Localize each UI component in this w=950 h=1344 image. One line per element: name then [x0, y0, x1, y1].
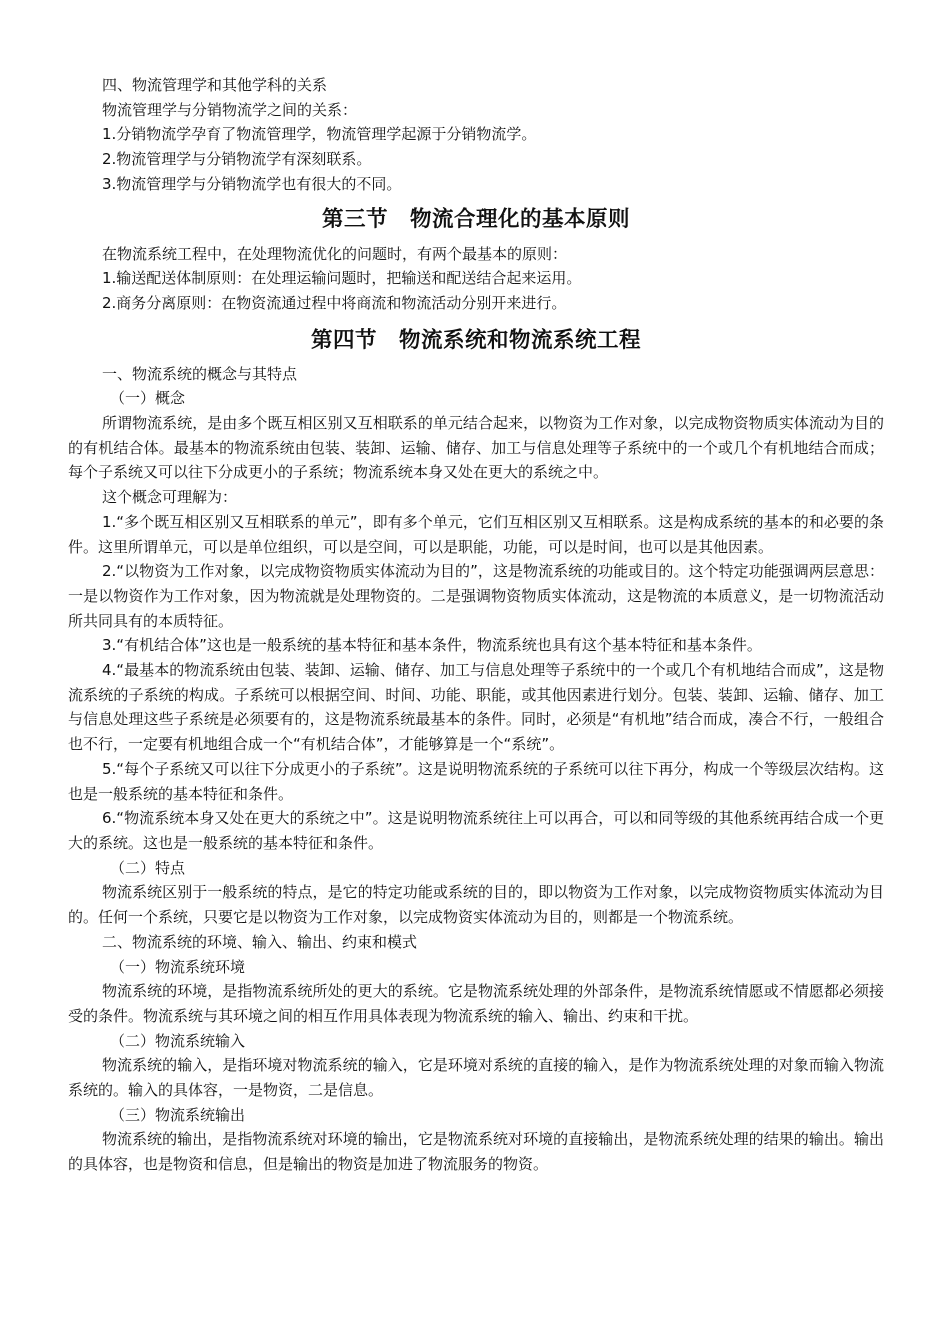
- section-4-title: 第四节 物流系统和物流系统工程: [310, 327, 641, 353]
- concept-point-6: 6.“物流系统本身又处在更大的系统之中”。这是说明物流系统往上可以再合，可以和同等级的其他系统再结合成一个更大的系统。这也是一般系统的基本特征和条件。: [68, 809, 884, 852]
- document-body: [68, 73, 884, 1177]
- concept-heading: （一）概念: [110, 389, 186, 408]
- section-3-title: 第三节 物流合理化的基本原则: [321, 206, 630, 232]
- output-heading: （三）物流系统输出: [110, 1105, 246, 1124]
- relations-point-3: 3.物流管理学与分销物流学也有很大的不同。: [102, 174, 402, 193]
- output-text: 物流系统的输出，是指物流系统对环境的输出，它是物流系统对环境的直接输出，是物流系统处理的结果的输出。输出的具体容，也是物资和信息，但是输出的物资是加进了物流服务的物资。: [68, 1130, 884, 1174]
- section-3-point-2: 2.商务分离原则：在物资流通过程中将商流和物流活动分别开来进行。: [102, 293, 567, 312]
- section-3-intro: 在物流系统工程中，在处理物流优化的问题时，有两个最基本的原则：: [102, 244, 568, 263]
- section-3-point-1: 1.输送配送体制原则：在处理运输问题时，把输送和配送结合起来运用。: [102, 269, 582, 288]
- relations-point-2: 2.物流管理学与分销物流学有深刻联系。: [102, 150, 372, 169]
- features-heading: （二）特点: [110, 858, 186, 877]
- environment-heading: （一）物流系统环境: [110, 957, 246, 976]
- part-1-heading: 一、物流系统的概念与其特点: [102, 364, 298, 383]
- part-2-heading: 二、物流系统的环境、输入、输出、约束和模式: [102, 932, 418, 951]
- relations-point-1: 1.分销物流学孕育了物流管理学，物流管理学起源于分销物流学。: [102, 125, 537, 144]
- concept-point-5: 5.“每个子系统又可以往下分成更小的子系统”。这是说明物流系统的子系统可以往下再分，构成一个等级层次结构。这也是一般系统的基本特征和条件。: [68, 759, 884, 803]
- concept-definition: 所谓物流系统，是由多个既互相区别又互相联系的单元结合起来，以物资为工作对象，以完成物资物质实体流动为目的的有机结合体。最基本的物流系统由包装、装卸、运输、储存、加工与信息处理等子系统中的一个或几个有机地结合而成；每个子系统又可以往下分成更小的子系统；物流系统本身又处在更大的系统之中。: [68, 414, 884, 482]
- concept-point-3: 3.“有机结合体”这也是一般系统的基本特征和基本条件，物流系统也具有这个基本特征和基本条件。: [102, 636, 762, 655]
- features-text: 物流系统区别于一般系统的特点，是它的特定功能或系统的目的，即以物资为工作对象，以完成物资物质实体流动为目的。任何一个系统，只要它是以物资为工作对象，以完成物资实体流动为目的，则都是一个物流系统。: [68, 883, 884, 927]
- environment-text: 物流系统的环境，是指物流系统所处的更大的系统。它是物流系统处理的外部条件，是物流系统情愿或不情愿都必须接受的条件。物流系统与其环境之间的相互作用具体表现为物流系统的输入、输出、约束和干扰。: [68, 982, 884, 1025]
- relations-intro: 物流管理学与分销物流学之间的关系：: [102, 100, 358, 119]
- concept-point-4: 4.“最基本的物流系统由包装、装卸、运输、储存、加工与信息处理等子系统中的一个或几个有机地结合而成”，这是物流系统的子系统的构成。子系统可以根据空间、时间、功能、职能，或其他因素进行划分。包装、装卸、运输、储存、加工与信息处理这些子系统是必须要有的，这是物流系统最基本的条件。同时，必须是“有机地”结合而成，凑合不行，一般组合也不行，一定要有机地组合成一个“有机结合体”，才能够算是一个“系统”。: [68, 661, 884, 754]
- input-text: 物流系统的输入，是指环境对物流系统的输入，它是环境对系统的直接的输入，是作为物流系统处理的对象而输入物流系统的。输入的具体容，一是物资，二是信息。: [68, 1056, 884, 1100]
- relations-heading: 四、物流管理学和其他学科的关系: [102, 76, 328, 94]
- concept-point-2: 2.“以物资为工作对象，以完成物资物质实体流动为目的”，这是物流系统的功能或目的。这个特定功能强调两层意思：一是以物资作为工作对象，因为物流就是处理物资的。二是强调物资物质实体流动，这是物流的本质意义，是一切物流活动所共同具有的本质特征。: [68, 562, 884, 630]
- input-heading: （二）物流系统输入: [110, 1031, 246, 1050]
- concept-lead: 这个概念可理解为：: [102, 488, 238, 507]
- concept-point-1: 1.“多个既互相区别又互相联系的单元”，即有多个单元，它们互相区别又互相联系。这是构成系统的基本的和必要的条件。这里所谓单元，可以是单位组织，可以是空间，可以是职能，功能，可以是时间，也可以是其他因素。: [68, 512, 884, 556]
